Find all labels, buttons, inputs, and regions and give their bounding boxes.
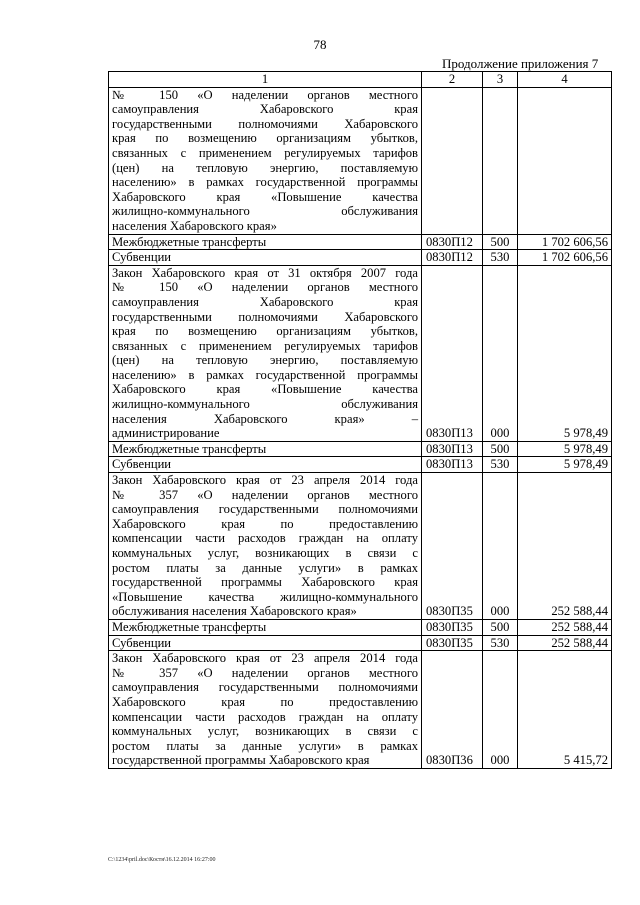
row-amount: 252 588,44 <box>518 473 612 620</box>
description-line: (цен) на тепловую энергию, поставляемую <box>112 353 418 368</box>
row-description <box>109 234 422 250</box>
description-line: населения Хабаровского края» <box>112 218 277 233</box>
row-code <box>422 87 483 234</box>
description-line: Межбюджетные трансферты <box>112 619 267 634</box>
row-amount <box>518 87 612 234</box>
table-row <box>109 473 612 620</box>
description-line: связанных с применением регулируемых тарифов <box>112 145 418 160</box>
row-expense-type <box>483 87 518 234</box>
row-code: 0830П13 <box>422 441 483 457</box>
description-line: самоуправления Хабаровского края <box>112 102 418 117</box>
row-expense-type: 500 <box>483 441 518 457</box>
row-code: 0830П13 <box>422 265 483 441</box>
row-amount: 1 702 606,56 <box>518 250 612 266</box>
description-line: Субвенции <box>112 457 172 472</box>
table-row <box>109 441 612 457</box>
description-line: Хабаровского края «Повышение качества <box>112 189 418 204</box>
row-code: 0830П12 <box>422 234 483 250</box>
row-amount: 5 978,49 <box>518 457 612 473</box>
description-line: (цен) на тепловую энергию, поставляемую <box>112 160 418 175</box>
row-code: 0830П35 <box>422 473 483 620</box>
header-col-3: 3 <box>483 72 518 88</box>
description-line: Межбюджетные трансферты <box>112 234 267 249</box>
description-line: Субвенции <box>112 250 172 265</box>
row-expense-type: 530 <box>483 635 518 651</box>
header-col-2: 2 <box>422 72 483 88</box>
description-line: Межбюджетные трансферты <box>112 441 267 456</box>
description-line: коммунальных услуг, возникающих в связи с <box>112 724 418 739</box>
row-code: 0830П35 <box>422 619 483 635</box>
description-line: Закон Хабаровского края от 31 октября 2007 года <box>112 265 418 280</box>
row-amount: 5 415,72 <box>518 651 612 769</box>
description-line: Субвенции <box>112 635 172 650</box>
row-code: 0830П13 <box>422 457 483 473</box>
description-line: ростом платы за данные услуги» в рамках <box>112 560 418 575</box>
row-expense-type: 000 <box>483 265 518 441</box>
description-line: жилищно-коммунального обслуживания <box>112 204 418 219</box>
description-line: Закон Хабаровского края от 23 апреля 2014 года <box>112 651 418 666</box>
table-row <box>109 635 612 651</box>
row-code: 0830П36 <box>422 651 483 769</box>
row-amount: 252 588,44 <box>518 635 612 651</box>
description-line: № 150 «О наделении органов местного <box>112 87 418 102</box>
row-description <box>109 441 422 457</box>
description-line: самоуправления государственными полномочиями <box>112 502 418 517</box>
file-path-footer: C:\1234\pril.doc\Костя\16.12.2014 16:27:00 <box>108 857 216 863</box>
row-amount: 1 702 606,56 <box>518 234 612 250</box>
description-line: самоуправления Хабаровского края <box>112 294 418 309</box>
description-line: государственной программы Хабаровского края <box>112 575 418 590</box>
table-row <box>109 265 612 441</box>
row-description <box>109 473 422 620</box>
row-description <box>109 457 422 473</box>
row-expense-type: 000 <box>483 473 518 620</box>
description-line: № 357 «О наделении органов местного <box>112 487 418 502</box>
row-expense-type: 530 <box>483 250 518 266</box>
description-line: населения Хабаровского края» – <box>112 411 418 426</box>
description-line: края по возмещению организациям убытков, <box>112 131 418 146</box>
description-line: самоуправления государственными полномочиями <box>112 680 418 695</box>
table-row <box>109 234 612 250</box>
row-description <box>109 265 422 441</box>
description-line: государственной программы Хабаровского края <box>112 753 370 768</box>
row-description <box>109 250 422 266</box>
row-code: 0830П35 <box>422 635 483 651</box>
description-line: № 357 «О наделении органов местного <box>112 665 418 680</box>
description-line: государственными полномочиями Хабаровского <box>112 116 418 131</box>
description-line: государственными полномочиями Хабаровского <box>112 309 418 324</box>
row-description <box>109 651 422 769</box>
header-col-4: 4 <box>518 72 612 88</box>
description-line: связанных с применением регулируемых тарифов <box>112 338 418 353</box>
description-line: «Повышение качества жилищно-коммунального <box>112 589 418 604</box>
budget-table <box>108 71 612 769</box>
row-amount: 5 978,49 <box>518 441 612 457</box>
row-expense-type: 530 <box>483 457 518 473</box>
description-line: компенсации части расходов граждан на оплату <box>112 531 418 546</box>
row-description <box>109 87 422 234</box>
description-line: населению» в рамках государственной программы <box>112 175 418 190</box>
table-row <box>109 457 612 473</box>
description-line: Хабаровского края по предоставлению <box>112 516 418 531</box>
table-header-row <box>109 72 612 88</box>
header-col-1: 1 <box>109 72 422 88</box>
row-expense-type: 000 <box>483 651 518 769</box>
table-row <box>109 87 612 234</box>
row-code: 0830П12 <box>422 250 483 266</box>
description-line: Хабаровского края по предоставлению <box>112 694 418 709</box>
row-description <box>109 619 422 635</box>
description-line: Хабаровского края «Повышение качества <box>112 382 418 397</box>
row-description <box>109 635 422 651</box>
description-line: края по возмещению организациям убытков, <box>112 324 418 339</box>
description-line: администрирование <box>112 426 220 441</box>
description-line: коммунальных услуг, возникающих в связи с <box>112 546 418 560</box>
row-expense-type: 500 <box>483 619 518 635</box>
description-line: ростом платы за данные услуги» в рамках <box>112 738 418 753</box>
description-line: населению» в рамках государственной программы <box>112 367 418 382</box>
table-row <box>109 619 612 635</box>
description-line: жилищно-коммунального обслуживания <box>112 397 418 412</box>
row-amount: 5 978,49 <box>518 265 612 441</box>
table-row <box>109 250 612 266</box>
continuation-label: Продолжение приложения 7 <box>442 56 599 71</box>
table-row <box>109 651 612 769</box>
description-line: компенсации части расходов граждан на оплату <box>112 709 418 724</box>
page-number: 78 <box>313 37 327 52</box>
row-amount: 252 588,44 <box>518 619 612 635</box>
description-line: № 150 «О наделении органов местного <box>112 280 418 295</box>
row-expense-type: 500 <box>483 234 518 250</box>
description-line: Закон Хабаровского края от 23 апреля 2014 года <box>112 473 418 488</box>
description-line: обслуживания населения Хабаровского края» <box>112 604 357 619</box>
